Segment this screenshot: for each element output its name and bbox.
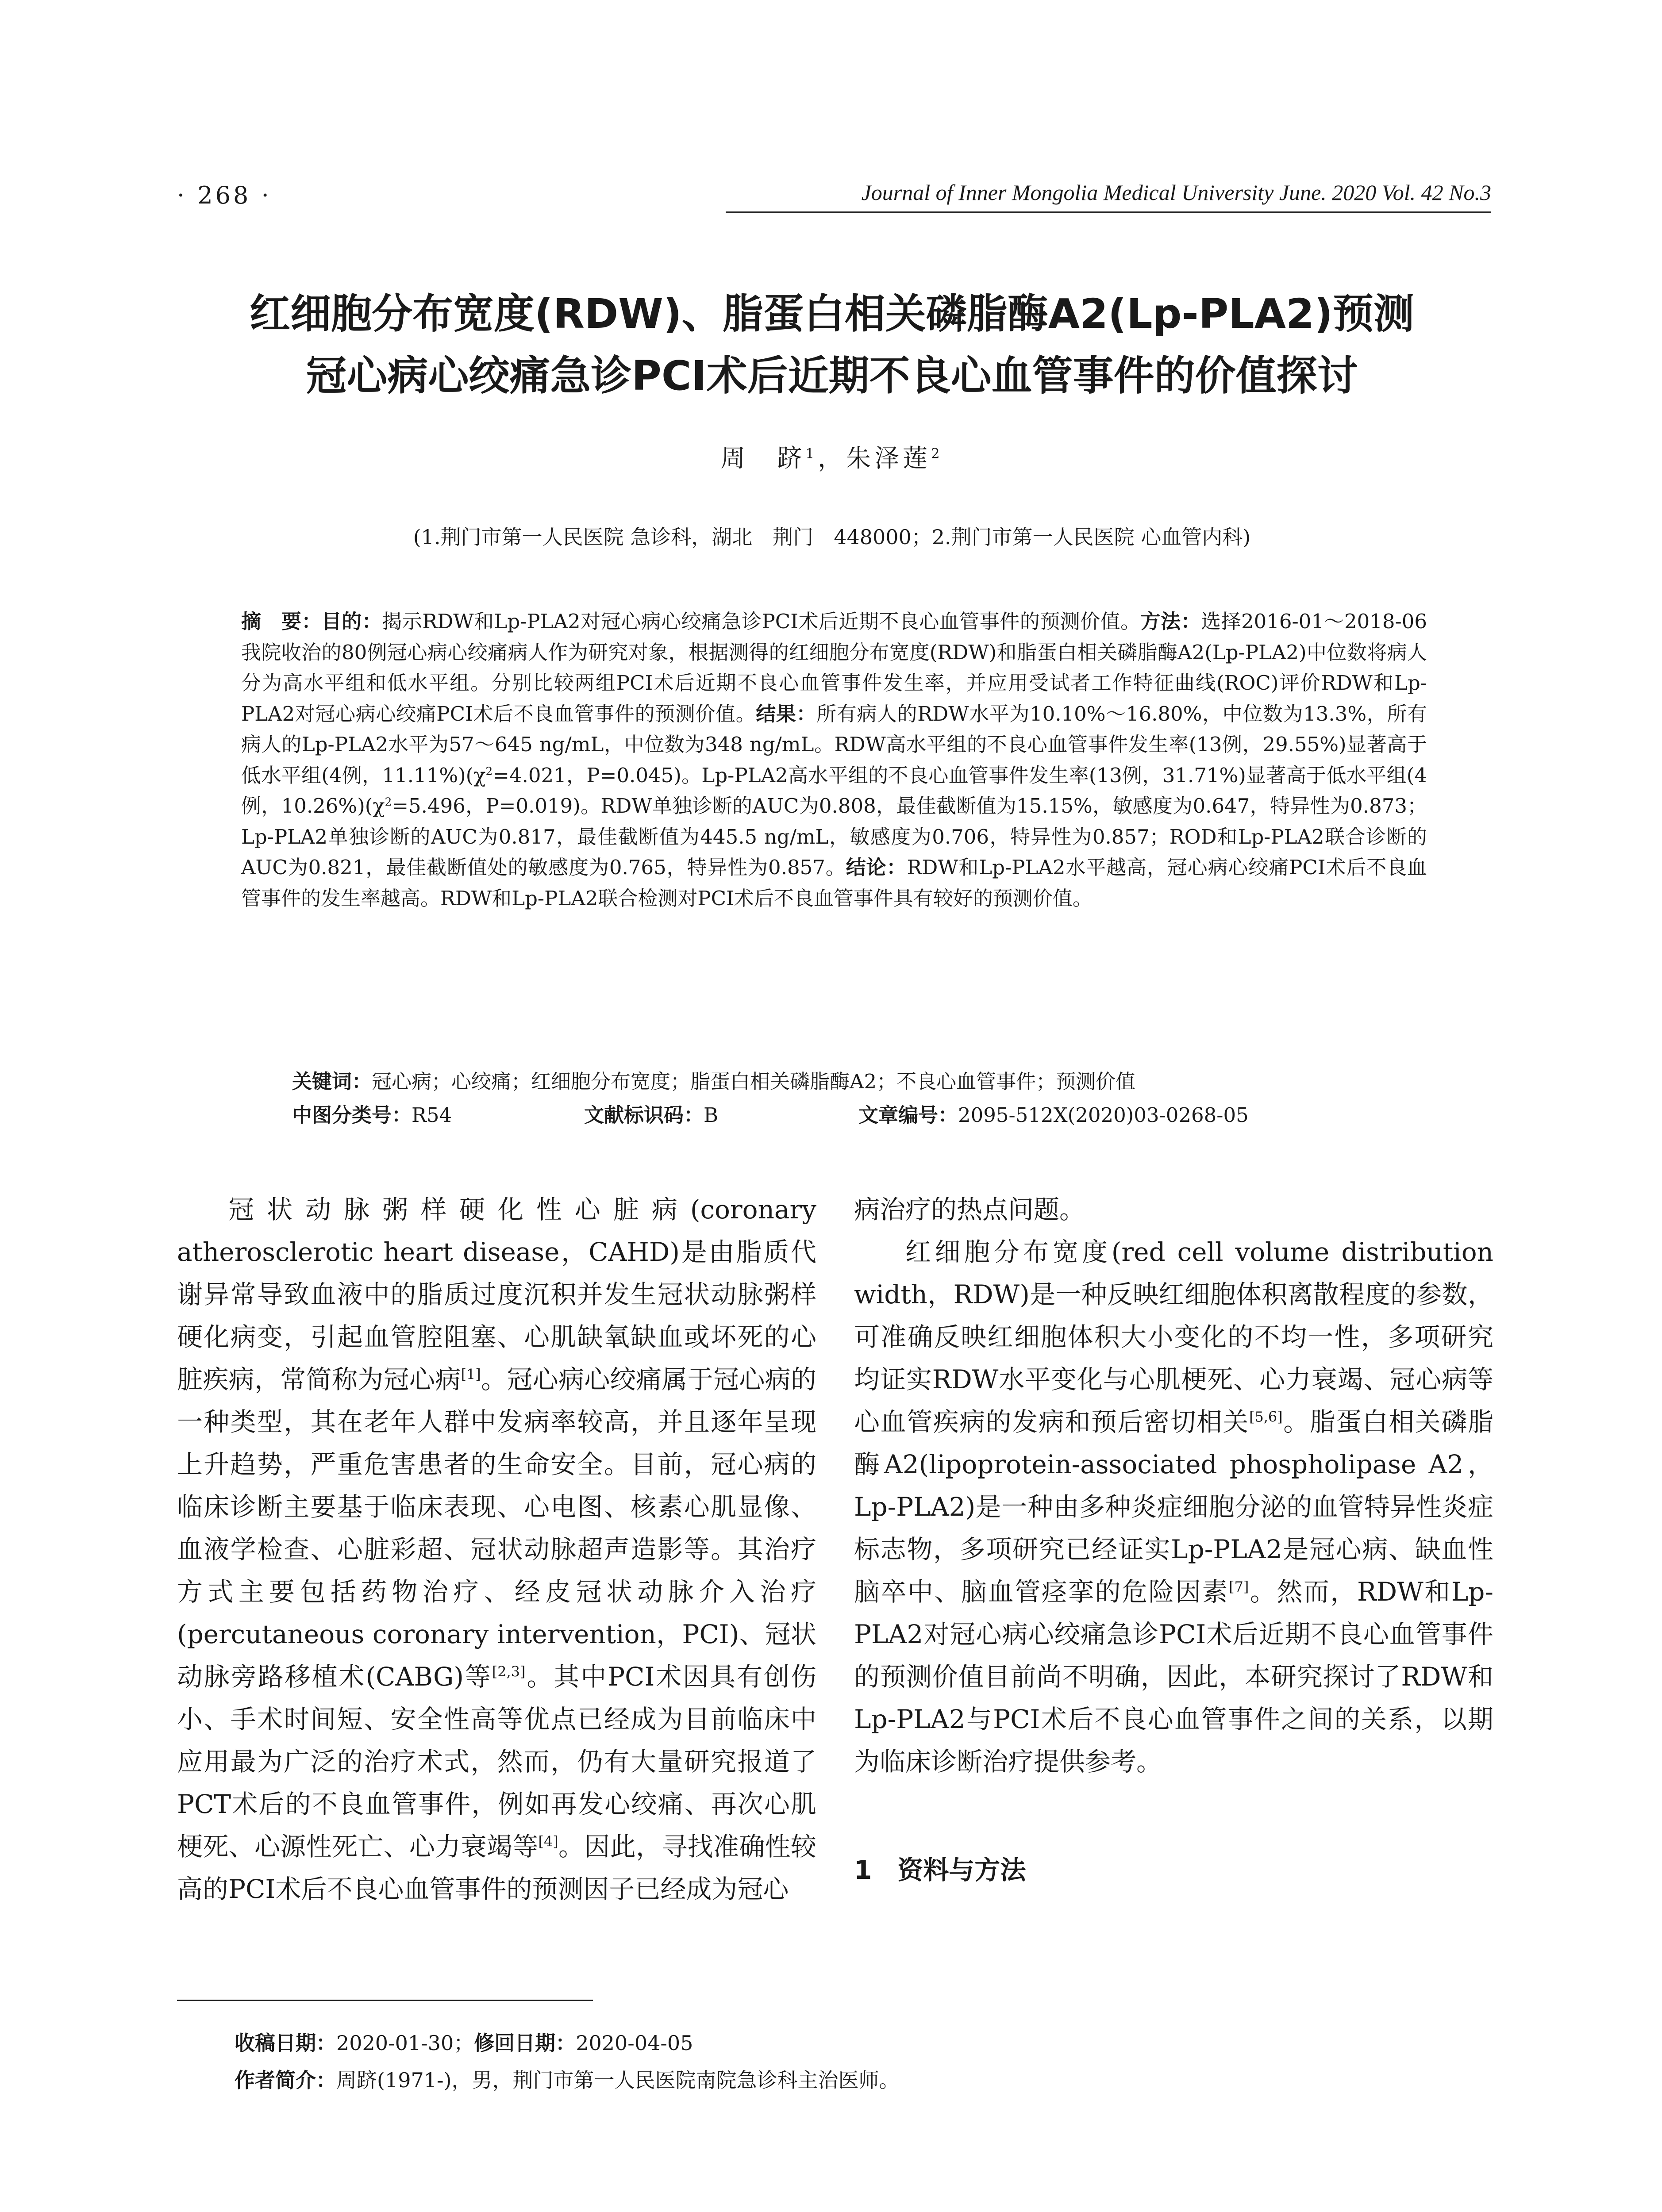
doc-label: 文献标识码：: [584, 1103, 704, 1127]
conclusion-text: RDW和Lp-PLA2水平越高，冠心病心绞痛PCI术后不良血管事件的发生率越高。RDW和Lp-PLA2联合检测对PCI术后不良血管事件具有较好的预测价值。: [241, 856, 1427, 910]
title-line-2: 冠心病心绞痛急诊PCI术后近期不良心血管事件的价值探讨: [306, 352, 1358, 399]
received-date: 2020-01-30；: [336, 2031, 474, 2055]
clc-number: [292, 1099, 452, 1128]
results-label: 结果：: [756, 702, 817, 726]
article-label: 文章编号：: [858, 1103, 958, 1127]
author-separator: ，: [818, 444, 846, 473]
body-column-right: [854, 1188, 1493, 1783]
citation: [2,3]: [492, 1663, 526, 1680]
methods-label: 方法：: [1140, 610, 1201, 633]
chi-square-superscript: 2: [485, 764, 493, 778]
results-text-3: =5.496，P=0.019)。RDW单独诊断的AUC为0.808，最佳截断值为15.15%，敏感度为0.647，特异性为0.873；Lp-PLA2单独诊断的AUC为0.817，最佳截断值为445.5 ng/mL，敏感度为0.706，特异性为0.857；ROD和Lp-PLA2联合诊断的AUC为0.821，最佳截断值处的敏感度为0.765，特异性为0.857。: [241, 794, 1427, 879]
header-rule: [726, 211, 1491, 213]
author-2: 朱泽莲: [846, 444, 931, 473]
article-number: [858, 1099, 1249, 1128]
keywords-text: 冠心病；心绞痛；红细胞分布宽度；脂蛋白相关磷脂酶A2；不良心血管事件；预测价值: [372, 1070, 1136, 1093]
body-text: 。其中PCI术因具有创伤小、手术时间短、安全性高等优点已经成为目前临床中应用最为广泛的治疗术式，然而，仍有大量研究报道了PCT术后的不良血管事件，例如再发心绞痛、再次心肌梗死、心源性死亡、心力衰竭等: [177, 1662, 816, 1862]
title-line-1: 红细胞分布宽度(RDW)、脂蛋白相关磷脂酶A2(Lp-PLA2)预测: [249, 290, 1415, 338]
page-number: · 268 ·: [177, 181, 272, 209]
conclusion-label: 结论：: [846, 856, 907, 879]
citation: [7]: [1229, 1578, 1249, 1595]
body-column-left: [177, 1188, 816, 1910]
abstract: [241, 606, 1427, 914]
clc-value: R54: [412, 1103, 452, 1127]
section-heading: 1 资料与方法: [854, 1855, 1026, 1885]
clc-label: 中图分类号：: [292, 1103, 412, 1127]
author-1: 周 跻: [720, 444, 806, 473]
author-2-affiliation: 2: [931, 445, 943, 462]
body-paragraph: [854, 1231, 1493, 1783]
body-paragraph: 病治疗的热点问题。: [854, 1194, 1085, 1225]
body-text: 冠状动脉粥样硬化性心脏病(coronary atherosclerotic heart disease，CAHD)是由脂质代谢异常导致血液中的脂质过度沉积并发生冠状动脉粥样硬化病变，引起血管腔阻塞、心肌缺氧缺血或坏死的心脏疾病，常简称为冠心病: [177, 1194, 816, 1394]
keywords-label: 关键词：: [292, 1070, 372, 1093]
objective-text: 揭示RDW和Lp-PLA2对冠心病心绞痛急诊PCI术后近期不良心血管事件的预测价值。: [382, 610, 1141, 633]
footnote-rule: [177, 2000, 593, 2001]
received-label: 收稿日期：: [235, 2031, 336, 2055]
body-text: 。脂蛋白相关磷脂酶A2(lipoprotein-associated phospholipase A2，Lp-PLA2)是一种由多种炎症细胞分泌的血管特异性炎症标志物，多项研究已经证实Lp-PLA2是冠心病、缺血性脑卒中、脑血管痉挛的危险因素: [854, 1407, 1493, 1607]
doc-value: B: [704, 1103, 719, 1127]
body-text: 。冠心病心绞痛属于冠心病的一种类型，其在老年人群中发病率较高，并且逐年呈现上升趋势，严重危害患者的生命安全。目前，冠心病的临床诊断主要基于临床表现、心电图、核素心肌显像、血液学检查、心脏彩超、冠状动脉超声造影等。其治疗方式主要包括药物治疗、经皮冠状动脉介入治疗(percutaneous coronary intervention，PCI)、冠状动脉旁路移植术(CABG)等: [177, 1364, 816, 1692]
chi-square-superscript: 2: [385, 795, 392, 808]
body-text: 红细胞分布宽度(red cell volume distribution width，RDW)是一种反映红细胞体积离散程度的参数，可准确反映红细胞体积大小变化的不均一性，多项研究均证实RDW水平变化与心肌梗死、心力衰竭、冠心病等心血管疾病的发病和预后密切相关: [854, 1237, 1493, 1437]
methods-text: 选择2016-01～2018-06我院收治的80例冠心病心绞痛病人作为研究对象，根据测得的红细胞分布宽度(RDW)和脂蛋白相关磷脂酶A2(Lp-PLA2)中位数将病人分为高水平组和低水平组。分别比较两组PCI术后近期不良心血管事件发生率，并应用受试者工作特征曲线(ROC)评价RDW和Lp-PLA2对冠心病心绞痛PCI术后不良血管事件的预测价值。: [241, 610, 1427, 726]
footnote-dates: [235, 2027, 693, 2056]
document-code: [584, 1099, 718, 1128]
article-value: 2095-512X(2020)03-0268-05: [958, 1103, 1249, 1127]
body-text: 。因此，寻找准确性较高的PCI术后不良心血管事件的预测因子已经成为冠心: [177, 1832, 816, 1904]
author-1-affiliation: 1: [805, 445, 818, 462]
keywords: [292, 1065, 1135, 1094]
citation: [4]: [538, 1833, 558, 1850]
results-text-1: 所有病人的RDW水平为10.10%～16.80%，中位数为13.3%，所有病人的Lp-PLA2水平为57～645 ng/mL，中位数为348 ng/mL。RDW高水平组的不良心血管事件发生率(13例，29.55%)显著高于低水平组(4例，11.11%)(χ: [241, 702, 1427, 787]
author-bio: 周跻(1971-)，男，荆门市第一人民医院南院急诊科主治医师。: [336, 2068, 900, 2092]
results-text-2: =4.021，P=0.045)。Lp-PLA2高水平组的不良心血管事件发生率(13例，31.71%)显著高于低水平组(4例，10.26%)(χ: [241, 763, 1427, 818]
article-title: [168, 283, 1496, 407]
authors: [168, 439, 1496, 474]
revised-date: 2020-04-05: [576, 2031, 693, 2055]
affiliation: (1.荆门市第一人民医院 急诊科，湖北 荆门 448000；2.荆门市第一人民医院 心血管内科): [413, 525, 1251, 549]
revised-label: 修回日期：: [474, 2031, 576, 2055]
journal-citation: Journal of Inner Mongolia Medical University June. 2020 Vol. 42 No.3: [861, 180, 1491, 205]
body-paragraph: [177, 1188, 816, 1910]
body-text: 。然而，RDW和Lp-PLA2对冠心病心绞痛急诊PCI术后近期不良心血管事件的预测价值目前尚不明确，因此，本研究探讨了RDW和Lp-PLA2与PCI术后不良心血管事件之间的关系，以期为临床诊断治疗提供参考。: [854, 1577, 1493, 1777]
author-bio-label: 作者简介：: [235, 2068, 336, 2092]
citation: [1]: [461, 1366, 481, 1383]
footnote-author: [235, 2064, 900, 2093]
abstract-label: 摘 要：: [241, 610, 322, 633]
objective-label: 目的：: [321, 610, 382, 633]
citation: [5,6]: [1249, 1408, 1283, 1425]
